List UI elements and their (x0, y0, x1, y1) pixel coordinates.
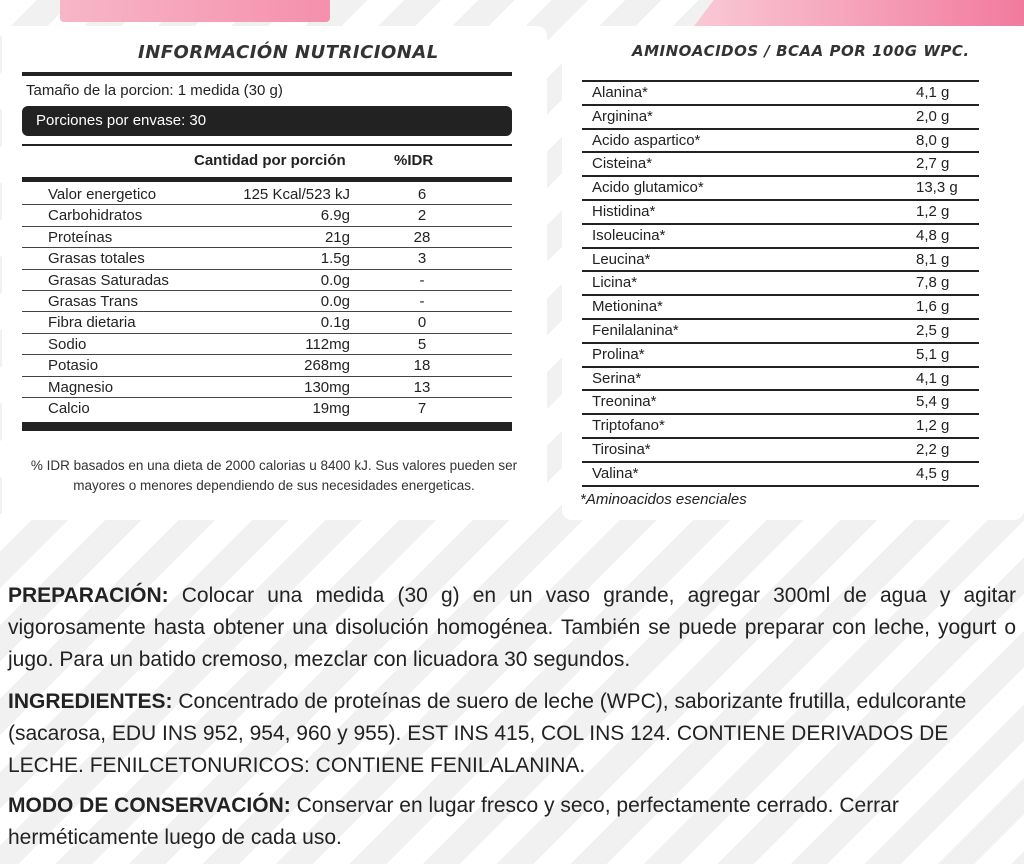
nutrient-amount: 1.5g (320, 250, 350, 268)
amino-name: Valina* (592, 464, 639, 482)
decorative-pink-shape-right (694, 0, 1024, 26)
nutrition-row (22, 184, 512, 205)
amino-name: Alanina* (592, 84, 648, 101)
nutrient-name: Grasas totales (48, 250, 145, 268)
preparation-text: Colocar una medida (30 g) en un vaso grande, agregar 300ml de agua y agitar vigorosamente hasta obtener una disolución homogénea. También se puede preparar con leche, yogurt o jugo. Para un batido cremoso, mezclar con licuadora 30 segundos. (8, 584, 1016, 671)
amino-value: 1,2 g (916, 202, 950, 220)
nutrient-idr: 3 (417, 250, 427, 268)
nutrition-row (22, 398, 512, 419)
amino-row (582, 225, 979, 249)
conservation-label: MODO DE CONSERVACIÓN: (8, 794, 291, 817)
amino-name: Histidina* (592, 202, 656, 220)
amino-value: 2,2 g (916, 440, 950, 458)
nutrient-idr: 5 (417, 335, 427, 353)
amino-value: 13,3 g (916, 179, 958, 197)
preparation-label: PREPARACIÓN: (8, 584, 169, 607)
amino-value: 5,1 g (916, 345, 950, 363)
nutrient-amount: 130mg (304, 378, 350, 396)
nutrition-row (22, 334, 512, 355)
amino-name: Leucina* (592, 250, 651, 268)
servings-per-container-badge (22, 106, 512, 136)
amino-name: Treonina* (592, 393, 657, 411)
preparation-paragraph (8, 580, 1016, 676)
amino-value: 8,1 g (916, 250, 950, 268)
nutrient-amount: 0.1g (320, 314, 350, 332)
amino-row (582, 201, 979, 225)
conservation-paragraph (8, 790, 1016, 854)
nutrient-name: Carbohidratos (48, 207, 143, 225)
amino-name: Triptofano* (592, 417, 665, 435)
amino-name: Cisteina* (592, 155, 653, 173)
amino-value: 1,6 g (916, 298, 950, 316)
amino-value: 2,0 g (916, 107, 950, 125)
amino-value: 4,1 g (916, 84, 950, 101)
amino-name: Arginina* (592, 107, 653, 125)
amino-value: 4,5 g (916, 464, 950, 482)
nutrition-row (22, 270, 512, 291)
idr-footnote: % IDR basados en una dieta de 2000 calorias u 8400 kJ. Sus valores pueden ser mayores o menores dependiendo de sus necesidades energeticas. (30, 458, 518, 493)
nutrition-row (22, 355, 512, 376)
nutrient-name: Magnesio (48, 378, 114, 396)
nutrition-title: INFORMACIÓN NUTRICIONAL (138, 42, 439, 63)
amino-row (582, 106, 979, 130)
amino-footnote: *Aminoacidos esenciales (580, 491, 747, 508)
divider (22, 72, 512, 76)
amino-name: Prolina* (592, 345, 645, 363)
nutrient-idr: 13 (413, 378, 431, 396)
amino-value: 7,8 g (916, 274, 950, 292)
nutrient-name: Proteínas (48, 228, 113, 246)
nutrition-row (22, 377, 512, 398)
nutrition-row (22, 205, 512, 226)
amino-value: 4,8 g (916, 226, 950, 244)
divider-thick-bottom (22, 422, 512, 431)
amino-name: Licina* (592, 274, 638, 292)
servings-per-container: Porciones por envase: 30 (36, 112, 207, 129)
nutrition-table (22, 184, 512, 419)
amino-name: Metionina* (592, 298, 663, 316)
nutrient-idr: 0 (417, 314, 427, 332)
amino-title: AMINOACIDOS / BCAA POR 100G WPC. (632, 42, 970, 60)
amino-row (582, 177, 979, 201)
column-header-amount: Cantidad por porción (194, 152, 346, 169)
amino-row (582, 463, 979, 487)
ingredients-text: Concentrado de proteínas de suero de leche (WPC), saborizante frutilla, edulcorante (sacarosa, EDU INS 952, 954, 960 y 955). EST INS 415, COL INS 124. CONTIENE DERIVADOS DE LECHE. FENILCETONURICOS: CONTIENE FENILALANINA. (8, 690, 967, 777)
nutrient-amount: 19mg (312, 399, 350, 417)
nutrient-amount: 6.9g (320, 207, 350, 225)
nutrient-amount: 21g (324, 228, 350, 246)
amino-name: Fenilalanina* (592, 321, 679, 339)
amino-acids-panel (562, 26, 1024, 520)
amino-value: 2,5 g (916, 321, 950, 339)
column-header-idr: %IDR (394, 152, 434, 169)
amino-row (582, 368, 979, 392)
nutrition-row (22, 312, 512, 333)
amino-row (582, 391, 979, 415)
nutrient-idr: 7 (417, 399, 427, 417)
nutrition-row (22, 248, 512, 269)
amino-name: Isoleucina* (592, 226, 666, 244)
amino-name: Serina* (592, 369, 642, 387)
nutrient-idr: 6 (417, 186, 427, 203)
amino-value: 8,0 g (916, 131, 950, 149)
nutrient-idr: 2 (417, 207, 427, 225)
nutrient-amount: 268mg (304, 357, 350, 375)
divider-thick (22, 177, 512, 182)
amino-row (582, 153, 979, 177)
amino-row (582, 272, 979, 296)
nutrient-name: Fibra dietaria (48, 314, 136, 332)
divider (22, 144, 512, 146)
ingredients-label: INGREDIENTES: (8, 690, 173, 713)
amino-value: 1,2 g (916, 417, 950, 435)
amino-row (582, 82, 979, 106)
nutrient-amount: 125 Kcal/523 kJ (243, 186, 350, 203)
serving-size: Tamaño de la porcion: 1 medida (30 g) (26, 82, 283, 99)
amino-row (582, 320, 979, 344)
amino-value: 4,1 g (916, 369, 950, 387)
amino-name: Tirosina* (592, 440, 651, 458)
nutrient-name: Grasas Trans (48, 292, 139, 310)
amino-row (582, 296, 979, 320)
nutrient-idr: - (419, 271, 425, 289)
nutrient-name: Sodio (48, 335, 87, 353)
nutrient-amount: 112mg (305, 335, 350, 353)
nutrient-amount: 0.0g (320, 292, 350, 310)
amino-value: 5,4 g (916, 393, 950, 411)
amino-table (582, 80, 979, 487)
nutrient-idr: - (419, 292, 425, 310)
nutrient-name: Calcio (48, 399, 90, 417)
amino-row (582, 439, 979, 463)
nutrition-row (22, 291, 512, 312)
amino-row (582, 249, 979, 273)
nutrient-name: Potasio (48, 357, 99, 375)
amino-row (582, 344, 979, 368)
ingredients-paragraph (8, 686, 1016, 782)
decorative-pink-shape-left (60, 0, 330, 22)
nutrient-amount: 0.0g (320, 271, 350, 289)
amino-row (582, 415, 979, 439)
nutrition-row (22, 227, 512, 248)
amino-name: Acido glutamico* (592, 179, 704, 197)
conservation-text: Conservar en lugar fresco y seco, perfectamente cerrado. Cerrar herméticamente luego de cada uso. (8, 794, 899, 849)
nutrient-name: Grasas Saturadas (48, 271, 169, 289)
nutrient-idr: 28 (413, 228, 431, 246)
amino-value: 2,7 g (916, 155, 950, 173)
nutrient-idr: 18 (413, 357, 431, 375)
nutrient-name: Valor energetico (48, 186, 157, 203)
amino-row (582, 130, 979, 154)
amino-name: Acido aspartico* (592, 131, 701, 149)
nutrition-facts-panel (2, 26, 547, 520)
